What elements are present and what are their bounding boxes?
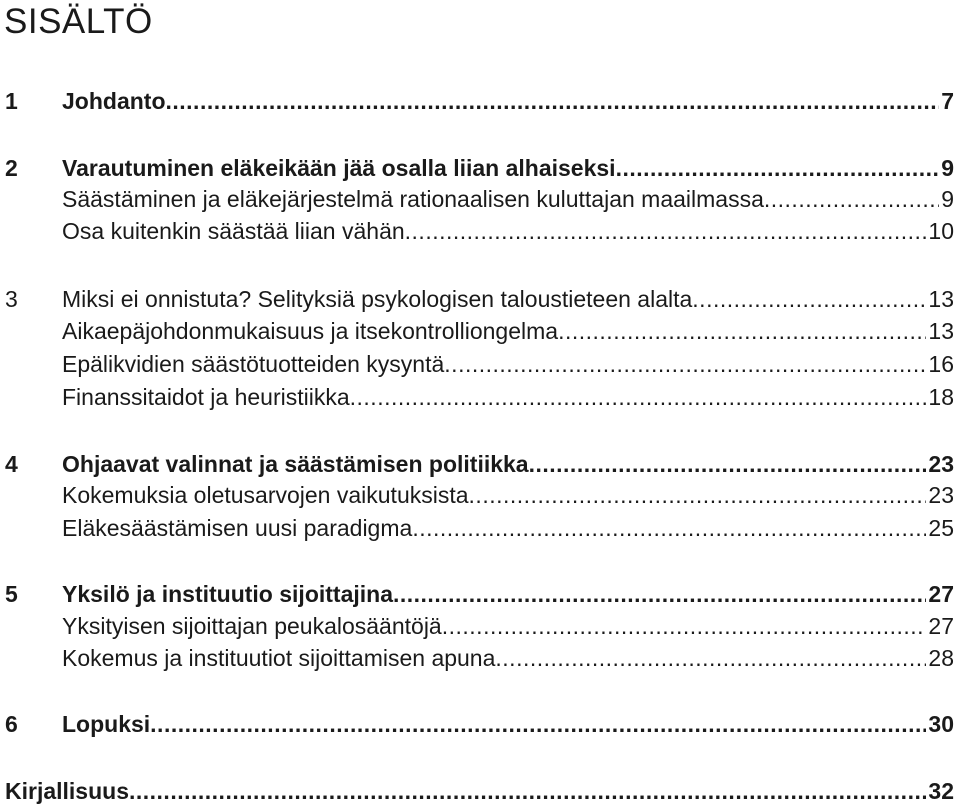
toc-entry-number: 1 [5, 88, 18, 114]
toc-title: SISÄLTÖ [4, 2, 153, 41]
dot-leader [150, 707, 926, 741]
toc-entry-page: 16 [928, 351, 954, 377]
toc-entry-page: 25 [928, 515, 954, 541]
toc-entry-page: 30 [928, 711, 954, 737]
toc-entry-page: 9 [941, 186, 954, 212]
dot-leader [495, 641, 926, 675]
dot-leader [764, 182, 939, 216]
toc-entry-label: Lopuksi [62, 711, 151, 737]
toc-entry-label: Yksilö ja instituutio sijoittajina [62, 581, 393, 607]
toc-entry-1[interactable] [0, 84, 960, 118]
dot-leader [442, 609, 927, 643]
toc-entry-3-3[interactable] [0, 380, 960, 414]
toc-entry-5-2[interactable] [0, 641, 960, 675]
toc-entry-5[interactable] [0, 577, 960, 611]
toc-entry-page: 23 [928, 451, 954, 477]
toc-entry-page: 27 [928, 581, 954, 607]
dot-leader [166, 84, 940, 118]
toc-entry-page: 13 [928, 286, 954, 312]
dot-leader [405, 214, 927, 248]
dot-leader [692, 282, 926, 316]
toc-entry-bibliography[interactable] [0, 774, 960, 808]
dot-leader [412, 511, 926, 545]
dot-leader [469, 478, 927, 512]
toc-entry-number: 4 [5, 451, 18, 477]
toc-entry-number: 5 [5, 581, 18, 607]
toc-entry-page: 18 [928, 384, 954, 410]
toc-entry-label: Ohjaavat valinnat ja säästämisen politiikka [62, 451, 529, 477]
toc-entry-4-2[interactable] [0, 511, 960, 545]
toc-entry-5-1[interactable] [0, 609, 960, 643]
toc-entry-page: 28 [928, 645, 954, 671]
toc-entry-number: 2 [5, 155, 18, 181]
toc-entry-label: Kirjallisuus [5, 778, 129, 804]
toc-entry-label: Johdanto [62, 88, 166, 114]
toc-entry-label: Osa kuitenkin säästää liian vähän [62, 218, 405, 244]
toc-entry-page: 9 [941, 155, 954, 181]
toc-entry-number: 3 [5, 286, 18, 312]
toc-entry-page: 32 [928, 778, 954, 804]
dot-leader [529, 447, 927, 481]
toc-entry-number: 6 [5, 711, 18, 737]
dot-leader [558, 314, 926, 348]
toc-entry-label: Kokemuksia oletusarvojen vaikutuksista [62, 482, 469, 508]
dot-leader [616, 151, 940, 185]
toc-entry-page: 7 [941, 88, 954, 114]
toc-entry-page: 13 [928, 318, 954, 344]
toc-entry-4[interactable] [0, 447, 960, 481]
dot-leader [350, 380, 927, 414]
dot-leader [393, 577, 926, 611]
toc-entry-4-1[interactable] [0, 478, 960, 512]
toc-entry-label: Finanssitaidot ja heuristiikka [62, 384, 350, 410]
toc-entry-3-2[interactable] [0, 347, 960, 381]
toc-entry-3[interactable] [0, 282, 960, 316]
toc-entry-label: Epälikvidien säästötuotteiden kysyntä [62, 351, 445, 377]
dot-leader [129, 774, 926, 808]
toc-entry-page: 23 [928, 482, 954, 508]
toc-entry-page: 10 [928, 218, 954, 244]
toc-entry-label: Eläkesäästämisen uusi paradigma [62, 515, 413, 541]
toc-entry-page: 27 [928, 613, 954, 639]
dot-leader [444, 347, 926, 381]
toc-entry-label: Miksi ei onnistuta? Selityksiä psykologisen taloustieteen alalta [62, 286, 693, 312]
toc-entry-6[interactable] [0, 707, 960, 741]
toc-entry-label: Yksityisen sijoittajan peukalosääntöjä [62, 613, 442, 639]
toc-entry-label: Säästäminen ja eläkejärjestelmä rationaalisen kuluttajan maailmassa [62, 186, 764, 212]
toc-entry-2-2[interactable] [0, 214, 960, 248]
toc-entry-label: Varautuminen eläkeikään jää osalla liian alhaiseksi [62, 155, 616, 181]
toc-entry-3-1[interactable] [0, 314, 960, 348]
toc-entry-2-1[interactable] [0, 182, 960, 216]
toc-entry-2[interactable] [0, 151, 960, 185]
toc-entry-label: Aikaepäjohdonmukaisuus ja itsekontrolliongelma [62, 318, 559, 344]
toc-entry-label: Kokemus ja instituutiot sijoittamisen apuna [62, 645, 496, 671]
